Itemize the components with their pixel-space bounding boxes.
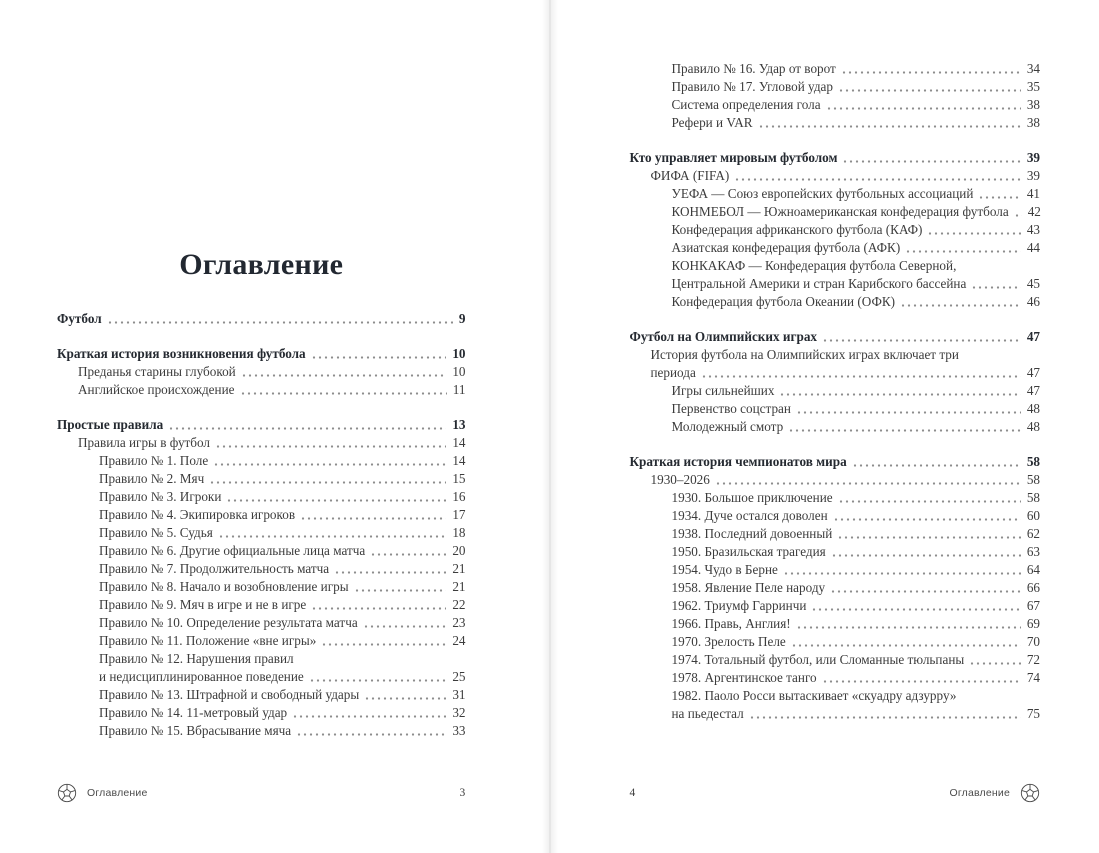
toc-entry-line xyxy=(57,686,466,704)
toc-entry-line xyxy=(630,60,1041,78)
toc-entry-page-number: 46 xyxy=(1026,294,1040,309)
toc-entry xyxy=(57,488,466,506)
toc-entry-page-number: 15 xyxy=(452,471,466,486)
toc-entry-line xyxy=(57,416,466,434)
toc-entry-text: 1958. Явление Пеле народу xyxy=(671,580,826,595)
dot-leader xyxy=(758,125,1021,128)
toc-entry-line xyxy=(630,328,1041,346)
toc-entry-page-number: 38 xyxy=(1026,97,1040,112)
toc-entry-text: 1974. Тотальный футбол, или Сломанные тюльпаны xyxy=(671,652,965,667)
toc-entry-text: Простые правила xyxy=(57,417,164,432)
toc-entry-line xyxy=(630,489,1041,507)
toc-entry-text: УЕФА — Союз европейских футбольных ассоциаций xyxy=(671,186,974,201)
toc-entry-text: Правило № 14. 11-метровый удар xyxy=(99,705,288,720)
toc-entry-text: 1930–2026 xyxy=(650,472,710,487)
toc-entry xyxy=(630,382,1041,400)
toc-entry-line xyxy=(57,614,466,632)
toc-entry-page-number: 41 xyxy=(1026,186,1040,201)
toc-entry xyxy=(57,310,466,328)
toc-entry-page-number: 21 xyxy=(452,561,466,576)
toc-entry-text: Молодежный смотр xyxy=(671,419,784,434)
toc-entry-text: КОНМЕБОЛ — Южноамериканская конфедерация футбола xyxy=(671,204,1009,219)
toc-entry-page-number: 60 xyxy=(1026,508,1040,523)
dot-leader xyxy=(842,160,1020,163)
toc-entry-page-number: 48 xyxy=(1026,419,1040,434)
dot-leader xyxy=(969,662,1021,665)
toc-entry-page-number: 14 xyxy=(452,435,466,450)
toc-entry-line xyxy=(630,705,1041,723)
toc-entry-page-number: 42 xyxy=(1027,204,1041,219)
dot-leader xyxy=(749,716,1021,719)
toc-entry-line xyxy=(57,363,466,381)
soccer-ball-icon xyxy=(1020,783,1040,803)
dot-leader xyxy=(241,374,447,377)
toc-entry-line xyxy=(630,633,1041,651)
toc-entry-page-number: 70 xyxy=(1026,634,1040,649)
toc-entry-line xyxy=(630,346,1041,364)
toc-entry-line xyxy=(630,167,1041,185)
toc-entry-text: 1954. Чудо в Берне xyxy=(671,562,778,577)
dot-leader xyxy=(240,392,447,395)
dot-leader xyxy=(830,590,1021,593)
toc-entry xyxy=(630,96,1041,114)
page-right-footer xyxy=(630,783,1041,803)
toc-entry-text: Правило № 16. Удар от ворот xyxy=(671,61,836,76)
toc-entry-text: Правило № 8. Начало и возобновление игры xyxy=(99,579,349,594)
toc-entry-text: Центральной Америки и стран Карибского бассейна xyxy=(671,276,967,291)
footer-running-title: Оглавление xyxy=(87,787,148,799)
toc-entry-text: Правило № 11. Положение «вне игры» xyxy=(99,633,317,648)
toc-list-left xyxy=(0,310,550,740)
toc-entry xyxy=(57,542,466,560)
toc-entry-line xyxy=(57,668,466,686)
toc-entry-line xyxy=(57,722,466,740)
dot-leader xyxy=(852,464,1021,467)
toc-entry-line xyxy=(630,78,1041,96)
toc-entry xyxy=(57,686,466,704)
toc-entry xyxy=(57,596,466,614)
dot-leader xyxy=(218,535,447,538)
toc-entry-text: Первенство соцстран xyxy=(671,401,791,416)
toc-entry-page-number: 69 xyxy=(1026,616,1040,631)
toc-entry-line xyxy=(630,203,1041,221)
dot-leader xyxy=(309,679,447,682)
toc-entry-line xyxy=(630,257,1041,275)
toc-entry-line xyxy=(630,293,1041,311)
toc-entry xyxy=(57,524,466,542)
toc-entry xyxy=(57,363,466,381)
toc-entry xyxy=(630,185,1041,203)
toc-entry xyxy=(630,507,1041,525)
toc-entry-line xyxy=(57,381,466,399)
toc-entry-page-number: 47 xyxy=(1026,365,1040,380)
toc-entry-page-number: 39 xyxy=(1026,168,1040,183)
toc-entry-text: Правило № 5. Судья xyxy=(99,525,213,540)
toc-entry-text: Футбол xyxy=(57,311,102,326)
toc-entry-page-number: 58 xyxy=(1026,472,1040,487)
dot-leader xyxy=(822,339,1021,342)
dot-leader xyxy=(226,499,446,502)
toc-entry-text: 1982. Паоло Росси вытаскивает «скуадру адзурру» xyxy=(671,688,957,703)
toc-entry-line xyxy=(630,239,1041,257)
toc-entry-page-number: 14 xyxy=(452,453,466,468)
toc-entry-page-number: 13 xyxy=(452,417,466,432)
toc-entry xyxy=(630,257,1041,293)
toc-entry-text: Правило № 9. Мяч в игре и не в игре xyxy=(99,597,307,612)
toc-entry-page-number: 25 xyxy=(452,669,466,684)
toc-entry-text: Правило № 1. Поле xyxy=(99,453,209,468)
dot-leader xyxy=(296,733,446,736)
toc-entry xyxy=(57,578,466,596)
toc-entry xyxy=(630,418,1041,436)
toc-entry-text: Правило № 17. Угловой удар xyxy=(671,79,833,94)
toc-entry-page-number: 24 xyxy=(452,633,466,648)
toc-entry-line xyxy=(630,400,1041,418)
dot-leader xyxy=(927,232,1020,235)
dot-leader xyxy=(354,589,447,592)
toc-entry xyxy=(630,579,1041,597)
toc-entry-text: Кто управляет мировым футболом xyxy=(629,150,838,165)
toc-entry-line xyxy=(630,561,1041,579)
dot-leader xyxy=(822,680,1021,683)
toc-entry-page-number: 22 xyxy=(452,597,466,612)
dot-leader xyxy=(900,304,1021,307)
toc-entry xyxy=(630,167,1041,185)
toc-entry-text: Игры сильнейших xyxy=(671,383,775,398)
toc-entry xyxy=(57,381,466,399)
toc-entry-page-number: 20 xyxy=(452,543,466,558)
toc-entry-page-number: 75 xyxy=(1026,706,1040,721)
toc-entry xyxy=(630,203,1041,221)
toc-entry xyxy=(630,543,1041,561)
page-right xyxy=(550,0,1099,853)
toc-entry xyxy=(630,328,1041,346)
toc-entry-page-number: 9 xyxy=(458,311,466,326)
toc-entry-text: 1962. Триумф Гарринчи xyxy=(671,598,807,613)
toc-entry-text: 1934. Дуче остался доволен xyxy=(671,508,828,523)
soccer-ball-icon xyxy=(57,783,77,803)
toc-entry-line xyxy=(630,221,1041,239)
dot-leader xyxy=(215,445,446,448)
dot-leader xyxy=(292,715,446,718)
toc-entry xyxy=(630,400,1041,418)
dot-leader xyxy=(831,554,1021,557)
toc-entry-text: 1978. Аргентинское танго xyxy=(671,670,817,685)
toc-entry xyxy=(630,293,1041,311)
toc-entry-text: История футбола на Олимпийских играх включает три xyxy=(650,347,959,362)
toc-entry-page-number: 34 xyxy=(1026,61,1040,76)
toc-entry-text: Правило № 15. Вбрасывание мяча xyxy=(99,723,292,738)
toc-entry-line xyxy=(630,96,1041,114)
toc-entry-line xyxy=(57,542,466,560)
toc-entry-text: Конфедерация футбола Океании (ОФК) xyxy=(671,294,896,309)
toc-entry-line xyxy=(57,578,466,596)
toc-entry xyxy=(630,221,1041,239)
toc-entry-page-number: 21 xyxy=(452,579,466,594)
toc-entry-page-number: 48 xyxy=(1026,401,1040,416)
toc-entry-line xyxy=(57,596,466,614)
dot-leader xyxy=(311,607,446,610)
toc-entry-page-number: 32 xyxy=(452,705,466,720)
dot-leader xyxy=(838,89,1021,92)
toc-entry xyxy=(630,453,1041,471)
page-number: 3 xyxy=(459,787,466,799)
toc-entry xyxy=(630,561,1041,579)
toc-entry-line xyxy=(630,687,1041,705)
toc-entry-page-number: 18 xyxy=(452,525,466,540)
toc-entry-line xyxy=(57,560,466,578)
toc-entry-page-number: 31 xyxy=(452,687,466,702)
toc-entry-text: 1938. Последний довоенный xyxy=(671,526,833,541)
toc-entry-line xyxy=(57,470,466,488)
toc-entry xyxy=(630,687,1041,723)
toc-entry-line xyxy=(630,651,1041,669)
toc-entry-text: Английское происхождение xyxy=(78,382,235,397)
toc-entry-line xyxy=(630,471,1041,489)
toc-entry-text: Правило № 3. Игроки xyxy=(99,489,222,504)
toc-entry xyxy=(57,506,466,524)
toc-entry-page-number: 62 xyxy=(1026,526,1040,541)
dot-leader xyxy=(838,500,1021,503)
toc-entry-page-number: 58 xyxy=(1026,454,1040,469)
toc-entry-text: 1970. Зрелость Пеле xyxy=(671,634,786,649)
dot-leader xyxy=(701,375,1021,378)
dot-leader xyxy=(300,517,446,520)
dot-leader xyxy=(209,481,446,484)
toc-entry xyxy=(57,614,466,632)
toc-entry-text: Правило № 7. Продолжительность матча xyxy=(99,561,330,576)
toc-entry-page-number: 23 xyxy=(452,615,466,630)
dot-leader xyxy=(811,608,1020,611)
toc-entry-text: Правило № 13. Штрафной и свободный удары xyxy=(99,687,360,702)
dot-leader xyxy=(370,553,446,556)
toc-entry-page-number: 45 xyxy=(1026,276,1040,291)
dot-leader xyxy=(978,196,1020,199)
toc-entry xyxy=(630,525,1041,543)
dot-leader xyxy=(363,625,447,628)
toc-entry-page-number: 63 xyxy=(1026,544,1040,559)
toc-entry-text: Конфедерация африканского футбола (КАФ) xyxy=(671,222,923,237)
dot-leader xyxy=(788,429,1021,432)
toc-entry-line xyxy=(57,452,466,470)
toc-entry xyxy=(57,632,466,650)
dot-leader xyxy=(311,356,447,359)
toc-entry xyxy=(57,416,466,434)
toc-entry xyxy=(630,149,1041,167)
toc-entry-text: Краткая история возникновения футбола xyxy=(57,346,306,361)
toc-entry-line xyxy=(57,632,466,650)
toc-entry-line xyxy=(57,650,466,668)
toc-list-right xyxy=(550,0,1099,723)
dot-leader xyxy=(779,393,1020,396)
footer-running-title: Оглавление xyxy=(949,787,1010,799)
dot-leader xyxy=(1014,214,1022,217)
toc-entry-text: ФИФА (FIFA) xyxy=(650,168,730,183)
toc-entry-text: периода xyxy=(650,365,696,380)
dot-leader xyxy=(791,644,1021,647)
toc-entry-page-number: 44 xyxy=(1026,240,1040,255)
dot-leader xyxy=(334,571,446,574)
toc-title: Оглавление xyxy=(179,248,344,281)
toc-entry xyxy=(630,489,1041,507)
toc-entry-line xyxy=(630,597,1041,615)
toc-entry xyxy=(630,633,1041,651)
toc-entry-line xyxy=(630,382,1041,400)
toc-entry-text: Правила игры в футбол xyxy=(78,435,211,450)
toc-entry-page-number: 16 xyxy=(452,489,466,504)
toc-entry-page-number: 10 xyxy=(452,346,466,361)
toc-entry-text: Рефери и VAR xyxy=(671,115,753,130)
dot-leader xyxy=(905,250,1021,253)
dot-leader xyxy=(734,178,1021,181)
toc-entry-page-number: 58 xyxy=(1026,490,1040,505)
toc-entry-line xyxy=(630,114,1041,132)
toc-entry-line xyxy=(57,345,466,363)
toc-entry xyxy=(57,470,466,488)
toc-entry-page-number: 11 xyxy=(452,382,466,397)
toc-entry xyxy=(57,650,466,686)
dot-leader xyxy=(841,71,1021,74)
toc-entry-line xyxy=(630,525,1041,543)
toc-entry xyxy=(630,60,1041,78)
dot-leader xyxy=(715,482,1021,485)
toc-entry-page-number: 43 xyxy=(1026,222,1040,237)
toc-entry-text: Преданья старины глубокой xyxy=(78,364,236,379)
toc-entry xyxy=(630,615,1041,633)
toc-entry xyxy=(57,452,466,470)
toc-entry-line xyxy=(57,704,466,722)
toc-entry-text: и недисциплинированное поведение xyxy=(99,669,304,684)
dot-leader xyxy=(826,107,1021,110)
toc-entry-text: 1966. Правь, Англия! xyxy=(671,616,791,631)
dot-leader xyxy=(321,643,446,646)
toc-entry-line xyxy=(630,669,1041,687)
toc-entry-line xyxy=(57,506,466,524)
toc-entry-line xyxy=(630,507,1041,525)
toc-entry xyxy=(630,669,1041,687)
toc-entry-line xyxy=(57,434,466,452)
toc-entry-text: Система определения гола xyxy=(671,97,821,112)
toc-entry-text: Правило № 12. Нарушения правил xyxy=(99,651,294,666)
toc-entry-text: на пьедестал xyxy=(671,706,744,721)
toc-entry xyxy=(57,345,466,363)
toc-entry-text: Правило № 4. Экипировка игроков xyxy=(99,507,296,522)
toc-entry-text: Правило № 2. Мяч xyxy=(99,471,205,486)
dot-leader xyxy=(783,572,1021,575)
toc-entry-line xyxy=(630,185,1041,203)
toc-entry xyxy=(630,597,1041,615)
dot-leader xyxy=(168,427,446,430)
toc-entry-page-number: 39 xyxy=(1026,150,1040,165)
toc-entry-text: Правило № 6. Другие официальные лица матча xyxy=(99,543,366,558)
toc-entry-page-number: 64 xyxy=(1026,562,1040,577)
dot-leader xyxy=(833,518,1021,521)
dot-leader xyxy=(213,463,446,466)
toc-entry-line xyxy=(630,543,1041,561)
toc-entry-page-number: 38 xyxy=(1026,115,1040,130)
toc-entry-page-number: 72 xyxy=(1026,652,1040,667)
toc-entry-page-number: 35 xyxy=(1026,79,1040,94)
toc-entry xyxy=(630,78,1041,96)
toc-entry-text: КОНКАКАФ — Конфедерация футбола Северной, xyxy=(671,258,957,273)
dot-leader xyxy=(796,626,1021,629)
toc-entry-text: Краткая история чемпионатов мира xyxy=(629,454,847,469)
toc-entry-line xyxy=(57,310,466,328)
toc-entry xyxy=(57,704,466,722)
toc-entry-line xyxy=(630,579,1041,597)
toc-entry-text: Футбол на Олимпийских играх xyxy=(629,329,818,344)
toc-entry-page-number: 74 xyxy=(1026,670,1040,685)
toc-entry-line xyxy=(630,453,1041,471)
page-number: 4 xyxy=(629,787,636,799)
toc-entry-line xyxy=(630,275,1041,293)
toc-entry xyxy=(630,114,1041,132)
toc-entry-page-number: 47 xyxy=(1026,329,1040,344)
dot-leader xyxy=(796,411,1021,414)
dot-leader xyxy=(107,321,453,324)
toc-entry-line xyxy=(630,364,1041,382)
toc-entry-line xyxy=(630,418,1041,436)
toc-entry-text: 1930. Большое приключение xyxy=(671,490,833,505)
dot-leader xyxy=(364,697,446,700)
toc-entry-page-number: 47 xyxy=(1026,383,1040,398)
toc-entry xyxy=(57,560,466,578)
toc-entry xyxy=(630,346,1041,382)
toc-entry xyxy=(630,471,1041,489)
toc-entry-text: 1950. Бразильская трагедия xyxy=(671,544,826,559)
toc-entry-line xyxy=(57,524,466,542)
toc-entry-text: Правило № 10. Определение результата матча xyxy=(99,615,358,630)
page-left-footer xyxy=(57,783,466,803)
toc-entry-text: Азиатская конфедерация футбола (АФК) xyxy=(671,240,901,255)
toc-entry-page-number: 33 xyxy=(452,723,466,738)
dot-leader xyxy=(971,286,1020,289)
toc-entry-page-number: 67 xyxy=(1026,598,1040,613)
dot-leader xyxy=(837,536,1021,539)
toc-entry-line xyxy=(630,615,1041,633)
toc-entry xyxy=(57,722,466,740)
toc-entry-page-number: 10 xyxy=(452,364,466,379)
toc-entry-page-number: 66 xyxy=(1026,580,1040,595)
toc-entry xyxy=(57,434,466,452)
toc-entry-line xyxy=(630,149,1041,167)
toc-entry-page-number: 17 xyxy=(452,507,466,522)
toc-entry xyxy=(630,651,1041,669)
toc-entry-line xyxy=(57,488,466,506)
toc-entry xyxy=(630,239,1041,257)
